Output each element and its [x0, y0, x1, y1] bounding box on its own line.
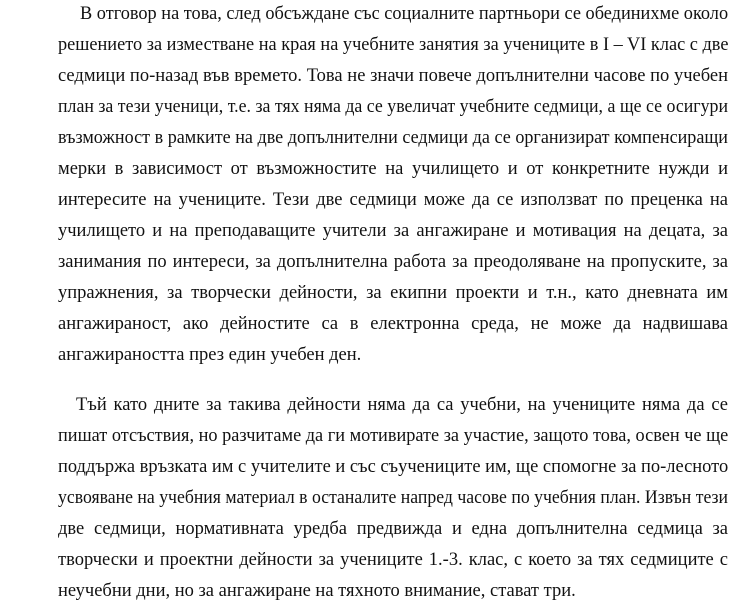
paragraph-1-line: интересите на учениците. Тези две седмици може да се използват по преценка на	[58, 190, 728, 210]
paragraph-1-line: училището и на преподаващите учители за ангажиране и мотивация на децата, за	[58, 221, 728, 241]
paragraph-2-line: неучебни дни, но за ангажиране на тяхното внимание, стават три.	[58, 581, 576, 601]
paragraph-1-line: план за тези ученици, т.е. за тях няма да се увеличат учебните седмици, а ще се осигури	[58, 97, 728, 117]
paragraph-1-line: мерки в зависимост от възможностите на училището и от конкретните нужди и	[58, 159, 728, 179]
paragraph-2-line: усвояване на учебния материал в останалите напред часове по учебния план. Извън тези	[58, 488, 728, 508]
paragraph-2-line: пишат отсъствия, но разчитаме да ги мотивирате за участие, защото това, освен че ще	[58, 426, 729, 446]
paragraph-1-line: упражнения, за творчески дейности, за екипни проекти и т.н., като дневната им	[58, 283, 728, 303]
paragraph-1-line: седмици по-назад във времето. Това не значи повече допълнителни часове по учебен	[58, 66, 728, 86]
paragraph-2-line: две седмици, нормативната уредба предвижда и една допълнителна седмица за	[58, 519, 728, 539]
paragraph-1-line: ангажираността през един учебен ден.	[58, 345, 362, 365]
paragraph-1-line: решението за изместване на края на учебните занятия за учениците в I – VI клас с две	[58, 35, 729, 55]
paragraph-2-line: поддържа връзката им с учителите и със съучениците им, ще спомогне за по-лесното	[58, 457, 729, 477]
paragraph-1-line: занимания по интереси, за допълнителна работа за преодоляване на пропуските, за	[58, 252, 728, 272]
paragraph-2-line: творчески и проектни дейности за учениците 1.-3. клас, с което за тях седмиците с	[58, 550, 728, 570]
paragraph-1-line: В отговор на това, след обсъждане със социалните партньори се обединихме около	[80, 4, 729, 24]
paragraph-1-line: възможност в рамките на две допълнителни седмици да се организират компенсиращи	[58, 128, 728, 148]
paragraph-2-line: Тъй като дните за такива дейности няма да са учебни, на учениците няма да се	[76, 395, 728, 415]
paragraph-1-line: ангажираност, ако дейностите са в електронна среда, не може да надвишава	[58, 314, 728, 334]
